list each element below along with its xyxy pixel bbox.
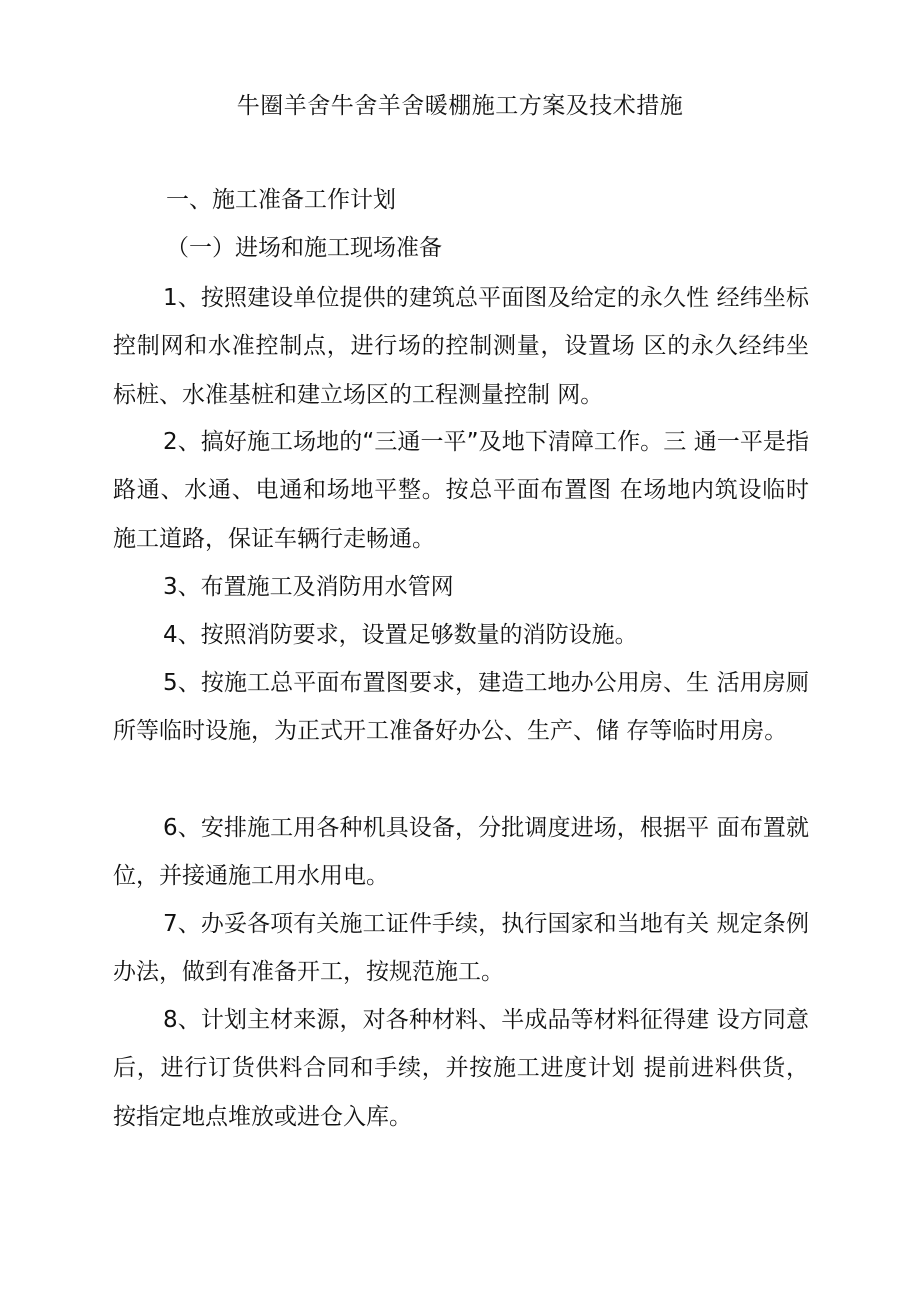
paragraph-item-7: 7、办妥各项有关施工证件手续，执行国家和当地有关 规定条例办法，做到有准备开工，按规范施工。 xyxy=(113,911,809,986)
paragraph-item-6: 6、安排施工用各种机具设备，分批调度进场，根据平 面布置就位，并接通施工用水用电。 xyxy=(113,815,809,890)
document-title: 牛圈羊舍牛舍羊舍暖棚施工方案及技术措施 xyxy=(236,93,684,119)
paragraph-item-2: 2、搞好施工场地的“三通一平”及地下清障工作。三 通一平是指路通、水通、电通和场地平整。按总平面布置图 在场地内筑设临时施工道路，保证车辆行走畅通。 xyxy=(113,429,809,552)
paragraph-item-1: 1、按照建设单位提供的建筑总平面图及给定的永久性 经纬坐标控制网和水准控制点，进行场的控制测量，设置场 区的永久经纬坐标桩、水准基桩和建立场区的工程测量控制 网。 xyxy=(113,285,809,408)
subsection-heading: （一）进场和施工现场准备 xyxy=(166,235,442,261)
paragraph-item-4: 4、按照消防要求，设置足够数量的消防设施。 xyxy=(163,622,638,648)
paragraph-item-3: 3、布置施工及消防用水管网 xyxy=(163,574,454,600)
paragraph-item-5: 5、按施工总平面布置图要求，建造工地办公用房、生 活用房厕所等临时设施，为正式开工准备好办公、生产、储 存等临时用房。 xyxy=(113,670,809,745)
paragraph-item-8: 8、计划主材来源，对各种材料、半成品等材料征得建 设方同意后，进行订货供料合同和手续，并按施工进度计划 提前进料供货，按指定地点堆放或进仓入库。 xyxy=(113,1007,809,1130)
section-heading: 一、施工准备工作计划 xyxy=(166,187,396,213)
